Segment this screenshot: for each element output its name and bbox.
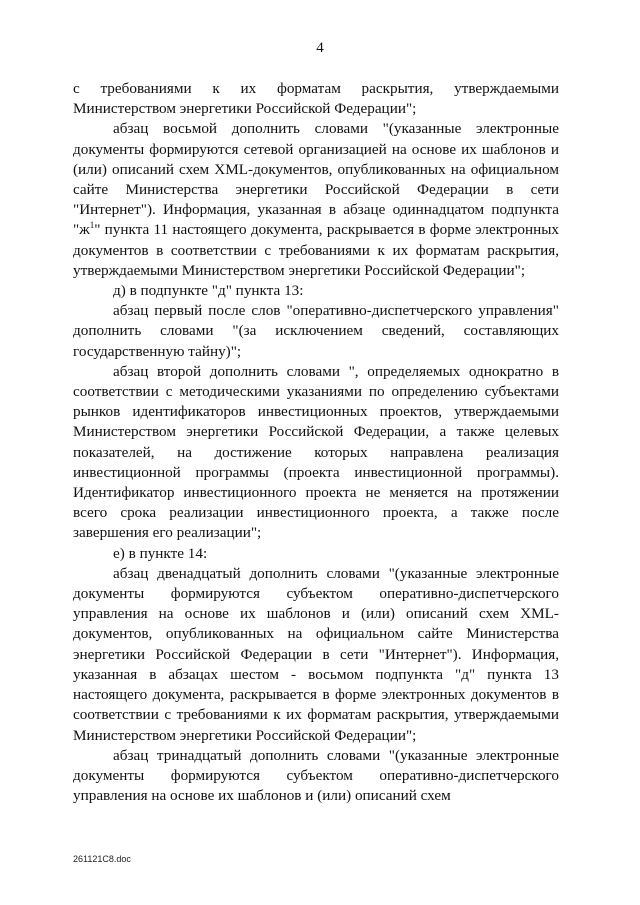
paragraph-5: абзац двенадцатый дополнить словами "(указанные электронные документы формируются субъектом оперативно-диспетчерского управления на основе их шаблонов и (или) описаний схем XML-документов, опубликованных на официальном сайте Министерства энергетики Российской Федерации в сети "Интернет"). Информация, указанная в абзацах шестом - восьмом подпункта "д" пункта 13 настоящего документа, раскрывается в форме электронных документов в соответствии с требованиями к их форматам раскрытия, утверждаемыми Министерством энергетики Российской Федерации"; [73,564,559,744]
paragraph-2 [73,119,559,281]
subitem-d-heading: д) в подпункте "д" пункта 13: [113,282,304,300]
subitem-e-heading: е) в пункте 14: [113,544,208,562]
document-body [73,79,559,806]
paragraph-4: абзац второй дополнить словами ", определяемых однократно в соответствии с методическими указаниями по определению субъектами рынков идентификаторов инвестиционных проектов, утверждаемыми Министерством энергетики Российской Федерации, а также целевых показателей, на достижение которых направлена реализация инвестиционной программы (проекта инвестиционной программы). Идентификатор инвестиционного проекта не меняется на протяжении всего срока реализации инвестиционного проекта, а также после завершения его реализации"; [73,362,559,542]
paragraph-1: с требованиями к их форматам раскрытия, утверждаемыми Министерством энергетики Российской Федерации"; [73,80,559,118]
paragraph-2-text: абзац восьмой дополнить словами "(указанные электронные документы формируются сетевой организацией на основе их шаблонов и (или) описаний схем XML-документов, опубликованных на официальном сайте Министерства энергетики Российской Федерации в сети "Интернет"). Информация, указанная в абзаце одиннадцатом подпункта "ж [73,120,559,239]
page-number: 4 [316,40,324,56]
paragraph-2-superscript: 1 [89,220,95,231]
paragraph-2-tail: " пункта 11 настоящего документа, раскрывается в форме электронных документов в соответствии с требованиями к их форматам раскрытия, утверждаемыми Министерством энергетики Российской Федерации"; [73,221,559,279]
paragraph-6: абзац тринадцатый дополнить словами "(указанные электронные документы формируются субъектом оперативно-диспетчерского управления на основе их шаблонов и (или) описаний схем [73,746,559,805]
paragraph-3: абзац первый после слов "оперативно-диспетчерского управления" дополнить словами "(за исключением сведений, составляющих государственную тайну)"; [73,302,559,360]
file-name-footer: 261121C8.doc [73,854,131,864]
